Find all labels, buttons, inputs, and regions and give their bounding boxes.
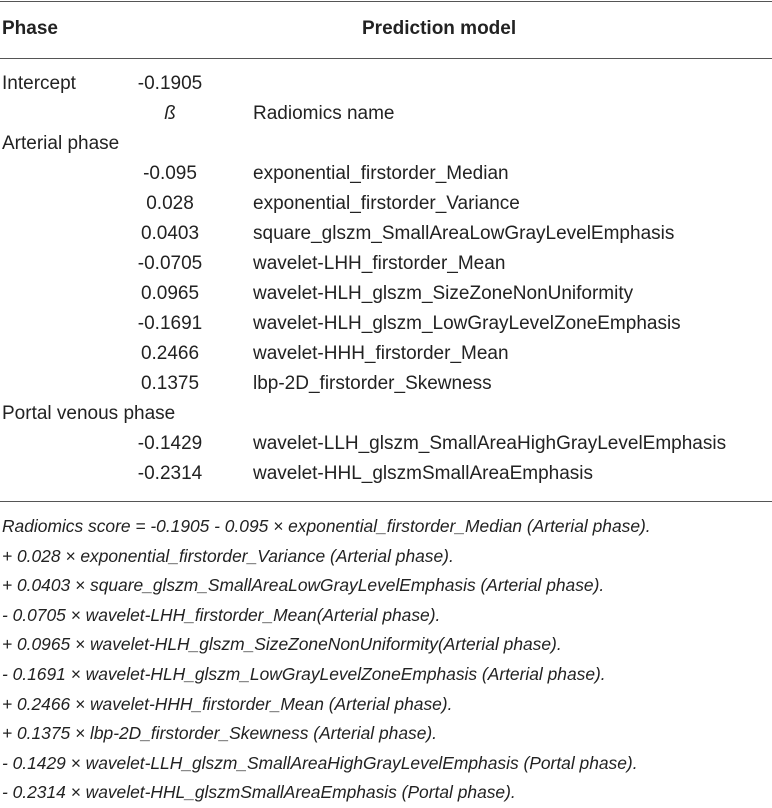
feature-name: exponential_firstorder_Variance: [253, 193, 520, 214]
formula-line: Radiomics score = -0.1905 - 0.095 × exponential_firstorder_Median (Arterial phase).: [2, 516, 651, 536]
intercept-value: -0.1905: [137, 73, 203, 94]
column-header-phase: Phase: [2, 18, 58, 39]
formula-footer: [2, 512, 651, 808]
coefficient: 0.028: [146, 193, 194, 214]
formula-line: + 0.0965 × wavelet-HLH_glszm_SizeZoneNonUniformity(Arterial phase).: [2, 634, 562, 655]
feature-name: wavelet-HLH_glszm_LowGrayLevelZoneEmphasis: [253, 313, 681, 334]
beta-symbol: ß: [164, 103, 176, 124]
formula-line: + 0.028 × exponential_firstorder_Variance (Arterial phase).: [2, 545, 454, 566]
formula-line: + 0.1375 × lbp-2D_firstorder_Skewness (Arterial phase).: [2, 723, 437, 744]
formula-line: + 0.2466 × wavelet-HHH_firstorder_Mean (Arterial phase).: [2, 693, 453, 714]
feature-name: exponential_firstorder_Median: [253, 163, 509, 184]
coefficient: -0.2314: [137, 463, 203, 484]
coefficient: 0.0403: [140, 223, 200, 244]
table-bottom-rule: [0, 501, 772, 502]
feature-name: lbp-2D_firstorder_Skewness: [253, 373, 492, 394]
coefficient: -0.1691: [137, 313, 203, 334]
feature-name: wavelet-HHH_firstorder_Mean: [253, 343, 509, 364]
formula-line: - 0.2314 × wavelet-HHL_glszmSmallAreaEmphasis (Portal phase).: [2, 782, 516, 803]
formula-line: - 0.1691 × wavelet-HLH_glszm_LowGrayLevelZoneEmphasis (Arterial phase).: [2, 663, 606, 684]
feature-name: wavelet-LLH_glszm_SmallAreaHighGrayLevelEmphasis: [253, 433, 727, 454]
formula-line: + 0.0403 × square_glszm_SmallAreaLowGrayLevelEmphasis (Arterial phase).: [2, 575, 605, 596]
feature-name: wavelet-LHH_firstorder_Mean: [253, 253, 506, 274]
column-header-prediction-model: Prediction model: [362, 18, 517, 39]
feature-name: wavelet-HHL_glszmSmallAreaEmphasis: [253, 463, 594, 484]
formula-line: - 0.0705 × wavelet-LHH_firstorder_Mean(Arterial phase).: [2, 604, 441, 625]
coefficient: -0.0705: [137, 253, 203, 274]
header-rule: [0, 58, 772, 59]
coefficient: 0.2466: [140, 343, 200, 364]
coefficient: 0.0965: [140, 283, 200, 304]
arterial-phase-label: Arterial phase: [2, 133, 120, 154]
portal-venous-phase-label: Portal venous phase: [2, 403, 176, 424]
coefficient: -0.1429: [137, 433, 203, 454]
formula-line: - 0.1429 × wavelet-LLH_glszm_SmallAreaHighGrayLevelEmphasis (Portal phase).: [2, 752, 638, 773]
coefficient: 0.1375: [140, 373, 200, 394]
feature-name: square_glszm_SmallAreaLowGrayLevelEmphasis: [253, 223, 675, 244]
table-top-rule: [0, 1, 772, 2]
coefficient: -0.095: [143, 163, 197, 184]
feature-name: wavelet-HLH_glszm_SizeZoneNonUniformity: [253, 283, 634, 304]
radiomics-name-header: Radiomics name: [253, 103, 395, 124]
intercept-label: Intercept: [2, 73, 76, 94]
